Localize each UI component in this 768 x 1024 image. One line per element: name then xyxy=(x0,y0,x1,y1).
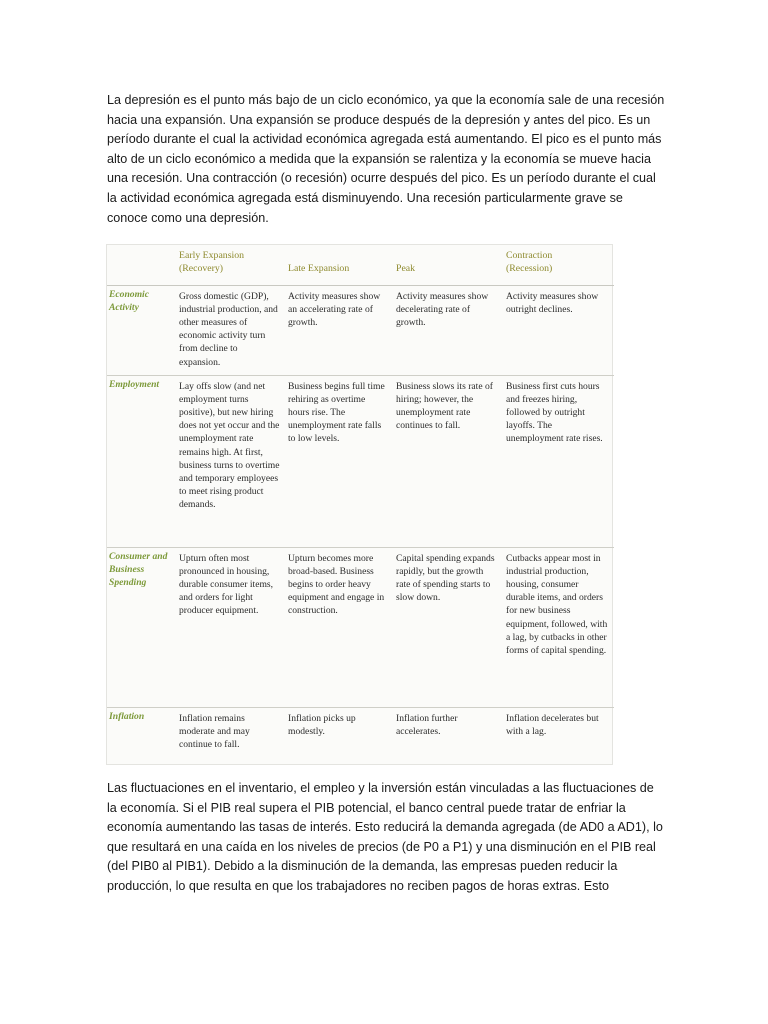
row-label-employment: Employment xyxy=(109,378,160,390)
header-peak xyxy=(394,245,504,285)
cell-peak: Capital spending expands rapidly, but the growth rate of spending starts to slow down. xyxy=(396,552,495,604)
header-contraction-subtitle: (Recession) xyxy=(506,263,553,274)
cell-contraction: Activity measures show outright declines. xyxy=(506,290,599,315)
row-label-inflation: Inflation xyxy=(109,710,145,722)
header-corner xyxy=(107,245,177,285)
cell-contraction: Inflation decelerates but with a lag. xyxy=(506,712,599,737)
header-early-expansion xyxy=(177,245,286,285)
row-label-economic-activity: Economic Activity xyxy=(109,288,149,313)
cell-late-expansion: Activity measures show an accelerating rate of growth. xyxy=(288,290,381,328)
header-early-expansion-subtitle: (Recovery) xyxy=(179,263,224,274)
cell-peak: Inflation further accelerates. xyxy=(396,712,458,737)
business-cycle-table xyxy=(107,245,614,764)
cell-early-expansion: Lay offs slow (and net employment turns positive), but new hiring does not yet occur and the unemployment rate remains high. At first, business turns to overtime and temporary employees to meet rising product demands. xyxy=(179,380,280,511)
cell-early-expansion: Upturn often most pronounced in housing, durable consumer items, and orders for light producer equipment. xyxy=(179,552,274,617)
table-row xyxy=(107,375,614,547)
cell-late-expansion: Inflation picks up modestly. xyxy=(288,712,356,737)
header-peak-title: Peak xyxy=(396,263,416,274)
table-header-row xyxy=(107,245,614,285)
business-cycle-table-image xyxy=(106,244,613,765)
cell-late-expansion: Upturn becomes more broad-based. Business begins to order heavy equipment and engage in construction. xyxy=(288,552,385,617)
cell-late-expansion: Business begins full time rehiring as overtime hours rise. The unemployment rate falls to low levels. xyxy=(288,380,385,445)
cell-early-expansion: Gross domestic (GDP), industrial production, and other measures of economic activity turn from decline to expansion. xyxy=(179,290,278,368)
cell-peak: Activity measures show decelerating rate of growth. xyxy=(396,290,489,328)
table-row xyxy=(107,547,614,707)
header-contraction xyxy=(504,245,614,285)
row-label-consumer-business-spending: Consumer and Business Spending xyxy=(109,550,168,588)
intro-paragraph: La depresión es el punto más bajo de un ciclo económico, ya que la economía sale de una recesión hacia una expansión. Una expansión se produce después de la depresión y antes del pico. Es un período durante el cual la actividad económica agregada está aumentando. El pico es el punto más alto de un ciclo económico a medida que la expansión se ralentiza y la economía se mueve hacia una recesión. Una contracción (o recesión) ocurre después del pico. Es un período durante el cual la actividad económica agregada está disminuyendo. Una recesión particularmente grave se conoce como una depresión. xyxy=(107,93,665,225)
cell-peak: Business slows its rate of hiring; however, the unemployment rate continues to fall. xyxy=(396,380,494,432)
header-late-expansion xyxy=(286,245,394,285)
cell-contraction: Business first cuts hours and freezes hiring, followed by outright layoffs. The unemployment rate rises. xyxy=(506,380,603,445)
header-contraction-title: Contraction xyxy=(506,250,553,261)
table-row xyxy=(107,285,614,375)
cell-early-expansion: Inflation remains moderate and may continue to fall. xyxy=(179,712,250,750)
cell-contraction: Cutbacks appear most in industrial production, housing, consumer durable items, and orders for new business equipment, followed, with a lag, by cutbacks in other forms of capital spending. xyxy=(506,552,608,656)
outro-paragraph: Las fluctuaciones en el inventario, el empleo y la inversión están vinculadas a las fluctuaciones de la economía. Si el PIB real supera el PIB potencial, el banco central puede tratar de enfriar la economía aumentando las tasas de interés. Esto reducirá la demanda agregada (de AD0 a AD1), lo que resultará en una caída en los niveles de precios (de P0 a P1) y una disminución en el PIB real (del PIB0 al PIB1). Debido a la disminución de la demanda, las empresas pueden reducir la producción, lo que resulta en que los trabajadores no reciben pagos de horas extras. Esto xyxy=(107,781,663,893)
header-late-expansion-title: Late Expansion xyxy=(288,263,350,274)
table-row xyxy=(107,707,614,764)
header-early-expansion-title: Early Expansion xyxy=(179,250,245,261)
